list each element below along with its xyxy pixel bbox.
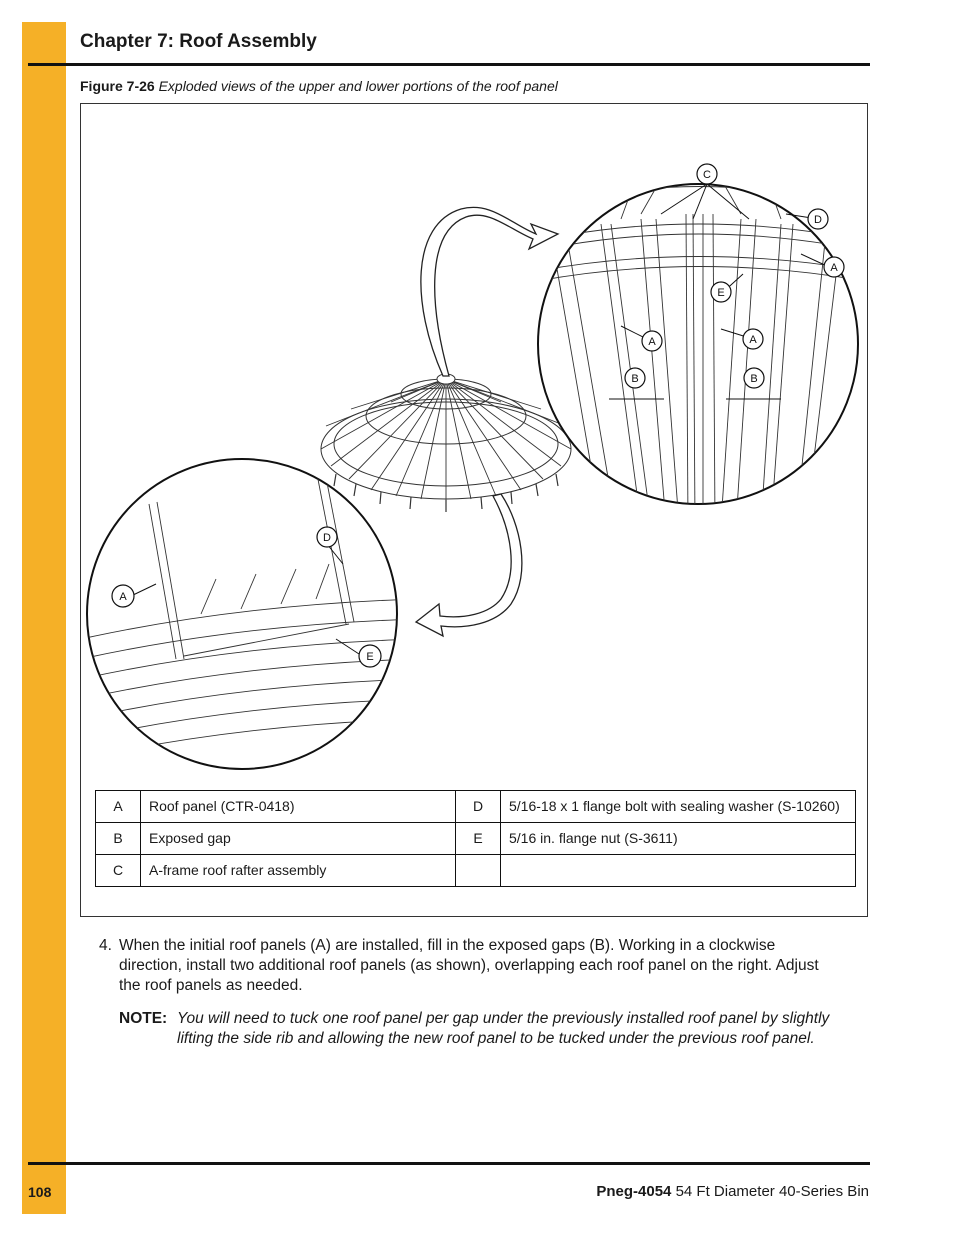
legend-key: E	[456, 823, 501, 855]
legend-value: 5/16-18 x 1 flange bolt with sealing washer (S-10260)	[501, 791, 856, 823]
legend-key	[456, 855, 501, 887]
note-label: NOTE:	[119, 1010, 168, 1027]
doc-id: Pneg-4054	[596, 1183, 672, 1200]
legend-key: D	[456, 791, 501, 823]
legend-key: A	[96, 791, 141, 823]
legend-value: A-frame roof rafter assembly	[141, 855, 456, 887]
callout-d-bottom: D	[323, 532, 331, 544]
table-row	[96, 823, 856, 855]
note-text: You will need to tuck one roof panel per gap under the previously installed roof panel by slightly lifting the side rib and allowing the new roof panel to be tucked under the previous roof panel.	[177, 1010, 830, 1047]
step-4	[99, 936, 839, 996]
roof-exploded-illustration	[81, 104, 867, 784]
step-text: When the initial roof panels (A) are installed, fill in the exposed gaps (B). Working in a clockwise direction, install two additional roof panels (as shown), overlapping each roof panel on the right. Adjust the roof panels as needed.	[119, 937, 819, 994]
figure-caption	[80, 78, 558, 94]
callout-a-bottom: A	[119, 591, 127, 603]
upper-detail-view	[521, 129, 867, 524]
legend-value: 5/16 in. flange nut (S-3611)	[501, 823, 856, 855]
callout-b-top-left: B	[631, 373, 639, 385]
header-rule	[28, 63, 870, 66]
legend-value: Exposed gap	[141, 823, 456, 855]
callout-e-top: E	[717, 287, 725, 299]
note-block	[119, 1009, 849, 1049]
legend-value: Roof panel (CTR-0418)	[141, 791, 456, 823]
callout-a-top-mid: A	[749, 334, 757, 346]
page-number: 108	[28, 1184, 52, 1200]
callout-a-top-left: A	[648, 336, 656, 348]
callout-c-top: C	[703, 169, 711, 181]
chapter-title: Chapter 7: Roof Assembly	[80, 31, 317, 52]
footer-doc-info	[596, 1183, 869, 1200]
table-row	[96, 855, 856, 887]
lower-detail-view	[81, 459, 421, 769]
step-number: 4.	[99, 937, 112, 954]
callout-d-top: D	[814, 214, 822, 226]
figure-box	[80, 103, 868, 917]
callout-e-bottom: E	[366, 651, 374, 663]
doc-title: 54 Ft Diameter 40-Series Bin	[675, 1183, 869, 1200]
parts-legend-table	[95, 790, 856, 887]
callout-a-top-right: A	[830, 262, 838, 274]
legend-value	[501, 855, 856, 887]
chapter-side-bar	[22, 22, 66, 1214]
table-row	[96, 791, 856, 823]
figure-label: Figure 7-26	[80, 78, 155, 94]
legend-key: B	[96, 823, 141, 855]
callout-b-top-right: B	[750, 373, 758, 385]
legend-key: C	[96, 855, 141, 887]
roof-dome-drawing	[321, 374, 571, 512]
footer-rule	[28, 1162, 870, 1165]
figure-caption-text: Exploded views of the upper and lower portions of the roof panel	[158, 78, 558, 94]
